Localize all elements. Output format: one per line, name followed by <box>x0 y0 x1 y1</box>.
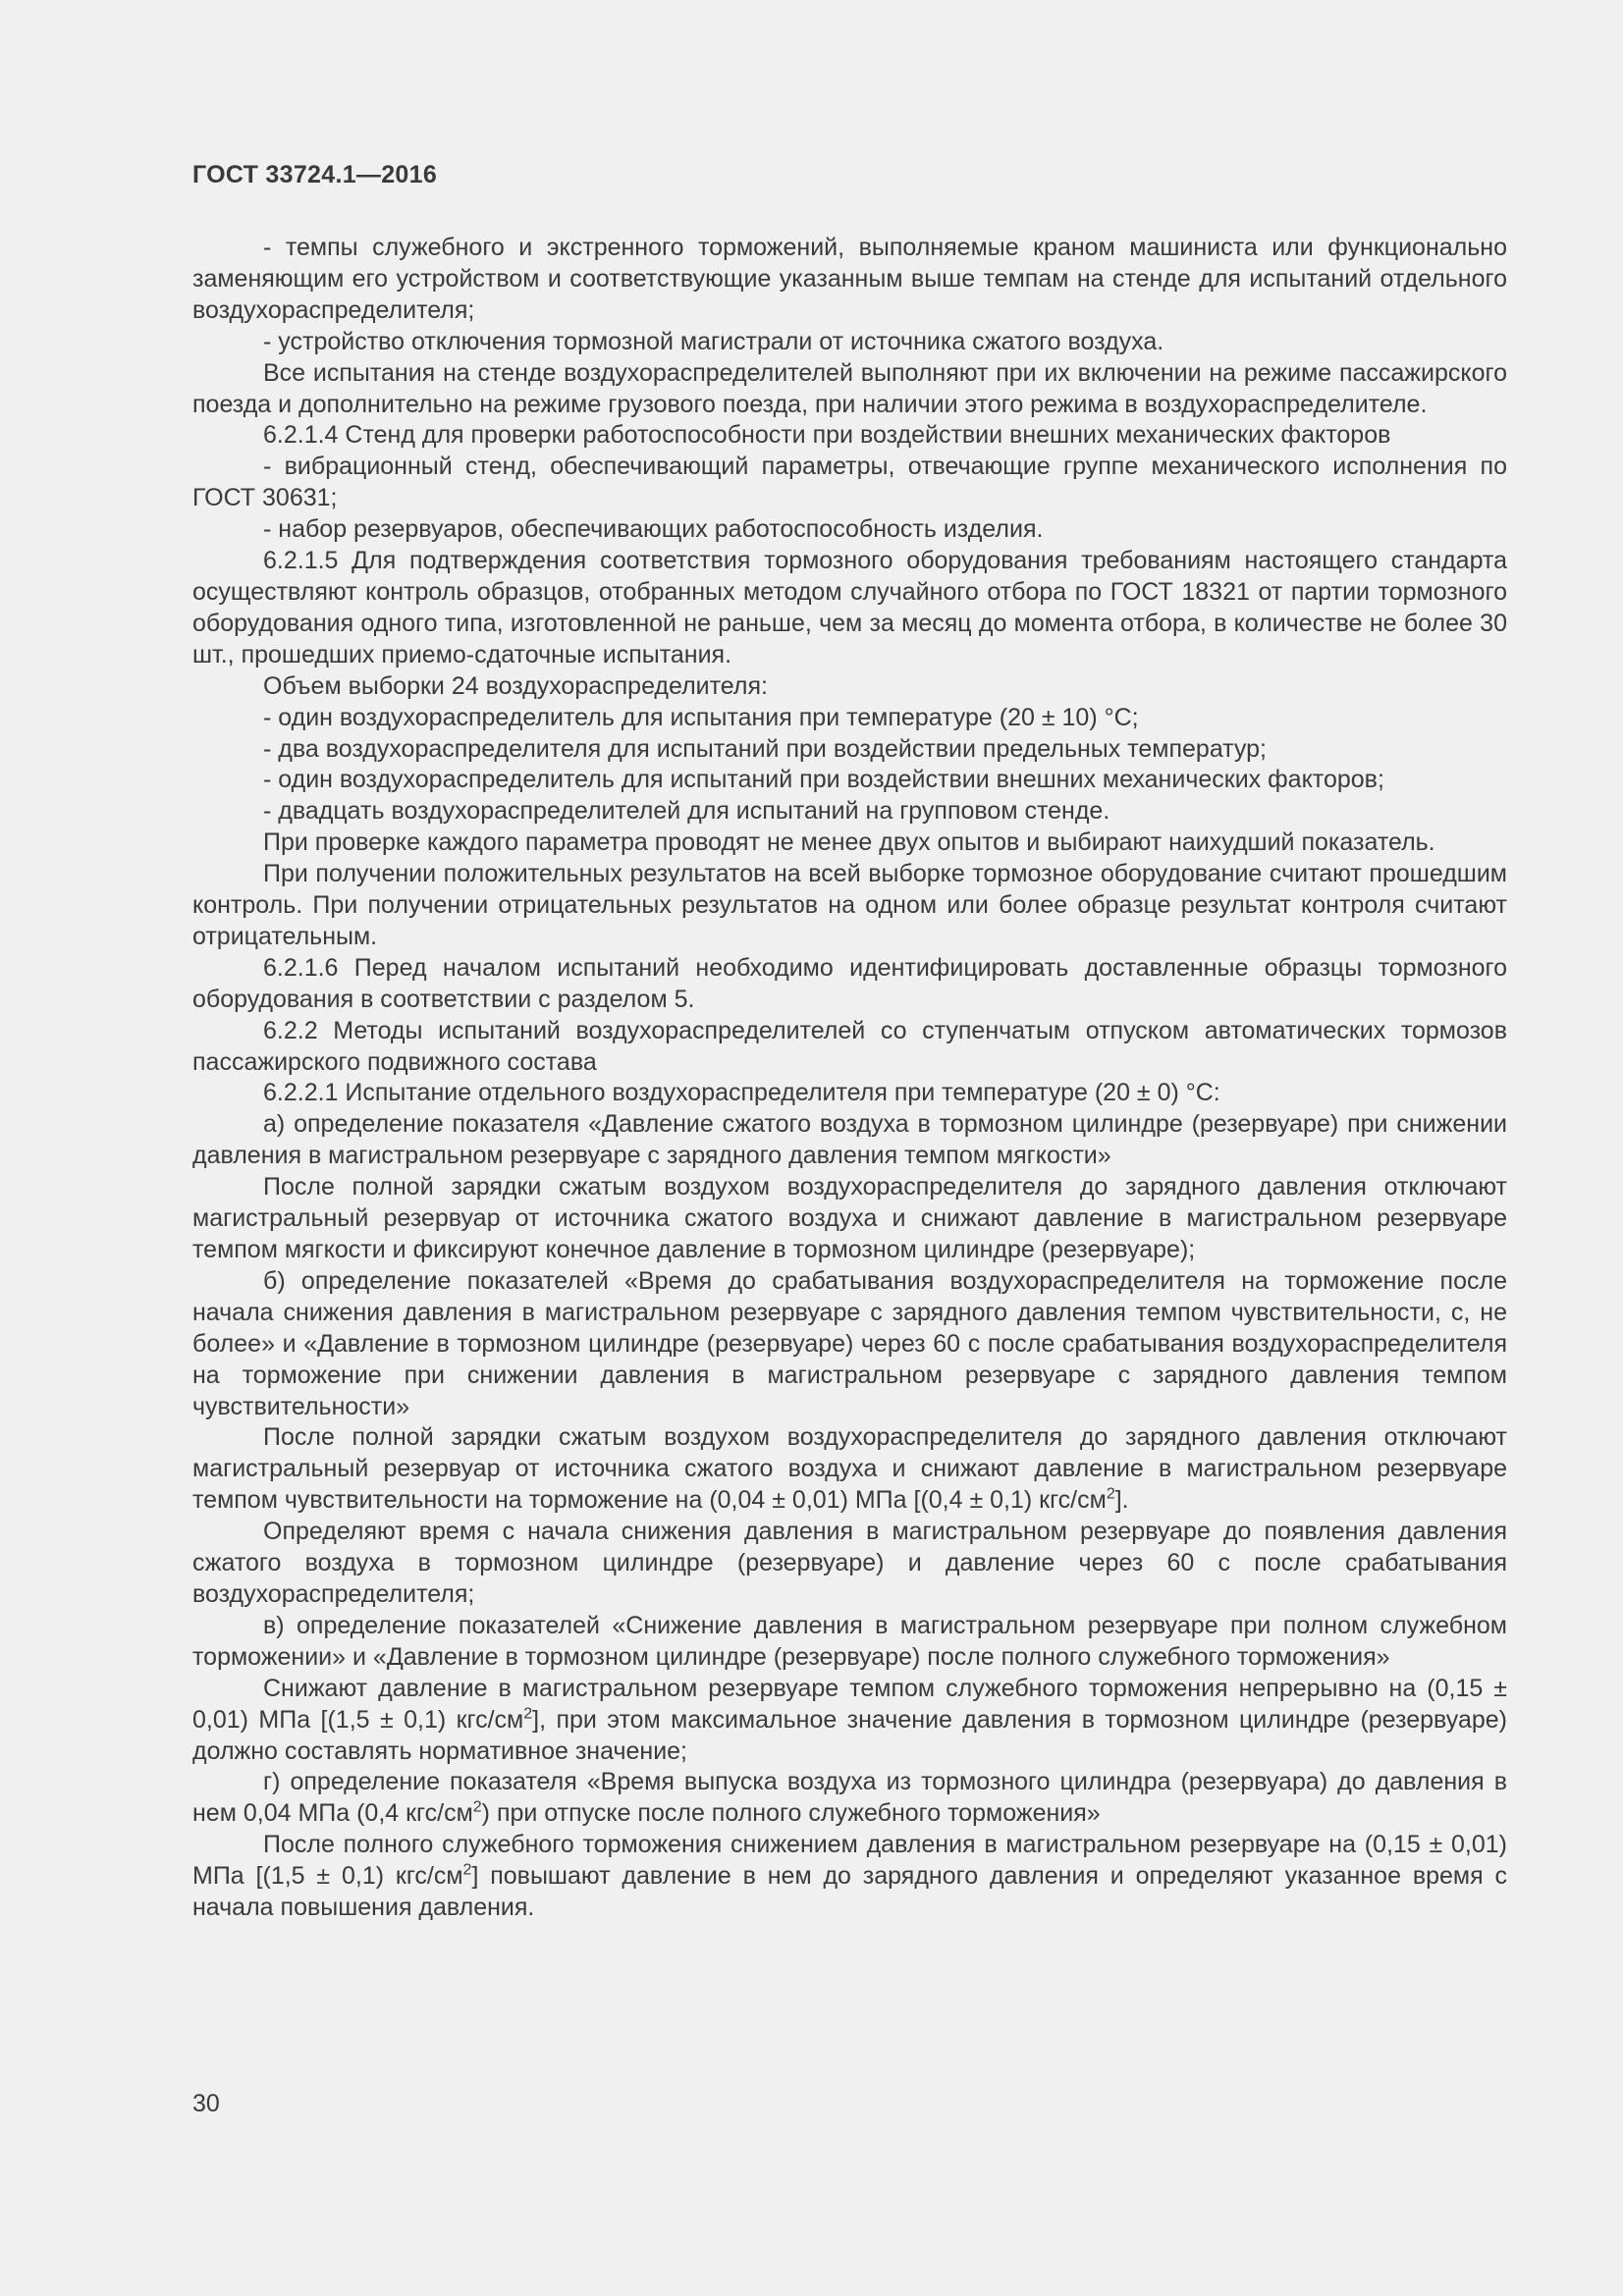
paragraph: - вибрационный стенд, обеспечивающий параметры, отвечающие группе механического исполнения по ГОСТ 30631; <box>192 453 1507 512</box>
paragraph: - набор резервуаров, обеспечивающих работоспособность изделия. <box>263 515 1044 544</box>
paragraph: 6.2.1.4 Стенд для проверки работоспособности при воздействии внешних механических факторов <box>263 421 1391 450</box>
paragraph: 6.2.2.1 Испытание отдельного воздухораспределителя при температуре (20 ± 0) °С: <box>263 1079 1220 1107</box>
paragraph: - устройство отключения тормозной магистрали от источника сжатого воздуха. <box>263 327 1164 355</box>
paragraph: в) определение показателей «Снижение давления в магистральном резервуаре при полном служебном торможении» и «Давление в тормозном цилиндре (резервуаре) после полного служебного торможения» <box>192 1611 1507 1671</box>
document-body <box>192 233 1507 1924</box>
paragraph: 6.2.2 Методы испытаний воздухораспределителей со ступенчатым отпуском автоматических тормозов пассажирского подвижного состава <box>192 1016 1507 1076</box>
paragraph: - один воздухораспределитель для испытаний при воздействии внешних механических факторов; <box>263 766 1384 794</box>
paragraph: 6.2.1.6 Перед началом испытаний необходимо идентифицировать доставленные образцы тормозного оборудования в соответствии с разделом 5. <box>192 953 1507 1013</box>
document-header: ГОСТ 33724.1—2016 <box>192 161 438 188</box>
page-number: 30 <box>192 2090 220 2117</box>
paragraph: - один воздухораспределитель для испытания при температуре (20 ± 10) °С; <box>263 703 1139 731</box>
paragraph: - два воздухораспределителя для испытаний при воздействии предельных температур; <box>263 734 1267 763</box>
paragraph: При получении положительных результатов на всей выборке тормозное оборудование считают прошедшим контроль. При получении отрицательных результатов на одном или более образце результат контроля считают отрицательным. <box>192 860 1507 950</box>
paragraph: Все испытания на стенде воздухораспределителей выполняют при их включении на режиме пассажирского поезда и дополнительно на режиме грузового поезда, при наличии этого режима в воздухораспределителе. <box>192 358 1507 418</box>
paragraph: б) определение показателей «Время до срабатывания воздухораспределителя на торможение после начала снижения давления в магистральном резервуаре с зарядного давления темпом чувствительности, с, не более» и «Давление в тормозном цилиндре (резервуаре) через 60 с после срабатывания воздухораспределителя на торможение при снижении давления в магистральном резервуаре с зарядного давления темпом чувствительности» <box>192 1266 1507 1420</box>
paragraph: - темпы служебного и экстренного торможений, выполняемые краном машиниста или функционально заменяющим его устройством и соответствующие указанным выше темпам на стенде для испытаний отдельного воздухораспределителя; <box>192 234 1507 324</box>
paragraph: После полной зарядки сжатым воздухом воздухораспределителя до зарядного давления отключают магистральный резервуар от источника сжатого воздуха и снижают давление в магистральном резервуаре темпом мягкости и фиксируют конечное давление в тормозном цилиндре (резервуаре); <box>192 1173 1507 1263</box>
paragraph: Объем выборки 24 воздухораспределителя: <box>263 671 768 700</box>
paragraph: а) определение показателя «Давление сжатого воздуха в тормозном цилиндре (резервуаре) при снижении давления в магистральном резервуаре с зарядного давления темпом мягкости» <box>192 1110 1507 1170</box>
paragraph: При проверке каждого параметра проводят не менее двух опытов и выбирают наихудший показатель. <box>263 828 1435 857</box>
paragraph: Определяют время с начала снижения давления в магистральном резервуаре до появления давления сжатого воздуха в тормозном цилиндре (резервуаре) и давление через 60 с после срабатывания воздухораспределителя; <box>192 1518 1507 1608</box>
paragraph: Снижают давление в магистральном резервуаре темпом служебного торможения непрерывно на (0,15 ± 0,01) МПа [(1,5 ± 0,1) кгс/$см^2$], при этом максимальное значение давления в тормозном цилиндре (резервуаре) должно составлять нормативное значение; <box>192 1674 1508 1765</box>
paragraph: После полного служебного торможения снижением давления в магистральном резервуаре на (0,15 ± 0,01) МПа [(1,5 ± 0,1) кгс/$см^2$] повышают давление в нем до зарядного давления и определяют указанное время с начала повышения давления. <box>192 1831 1507 1922</box>
paragraph: г) определение показателя «Время выпуска воздуха из тормозного цилиндра (резервуара) до давления в нем 0,04 МПа (0,4 кгс/$см^2$) при отпуске после полного служебного торможения» <box>192 1768 1507 1828</box>
paragraph: После полной зарядки сжатым воздухом воздухораспределителя до зарядного давления отключают магистральный резервуар от источника сжатого воздуха и снижают давление в магистральном резервуаре темпом чувствительности на торможение на (0,04 ± 0,01) МПа [(0,4 ± 0,1) кгс/$см^2$]. <box>192 1423 1507 1515</box>
paragraph: - двадцать воздухораспределителей для испытаний на групповом стенде. <box>263 797 1110 826</box>
paragraph: 6.2.1.5 Для подтверждения соответствия тормозного оборудования требованиям настоящего стандарта осуществляют контроль образцов, отобранных методом случайного отбора по ГОСТ 18321 от партии тормозного оборудования одного типа, изготовленной не раньше, чем за месяц до момента отбора, в количестве не более 30 шт., прошедших приемо-сдаточные испытания. <box>192 547 1507 668</box>
